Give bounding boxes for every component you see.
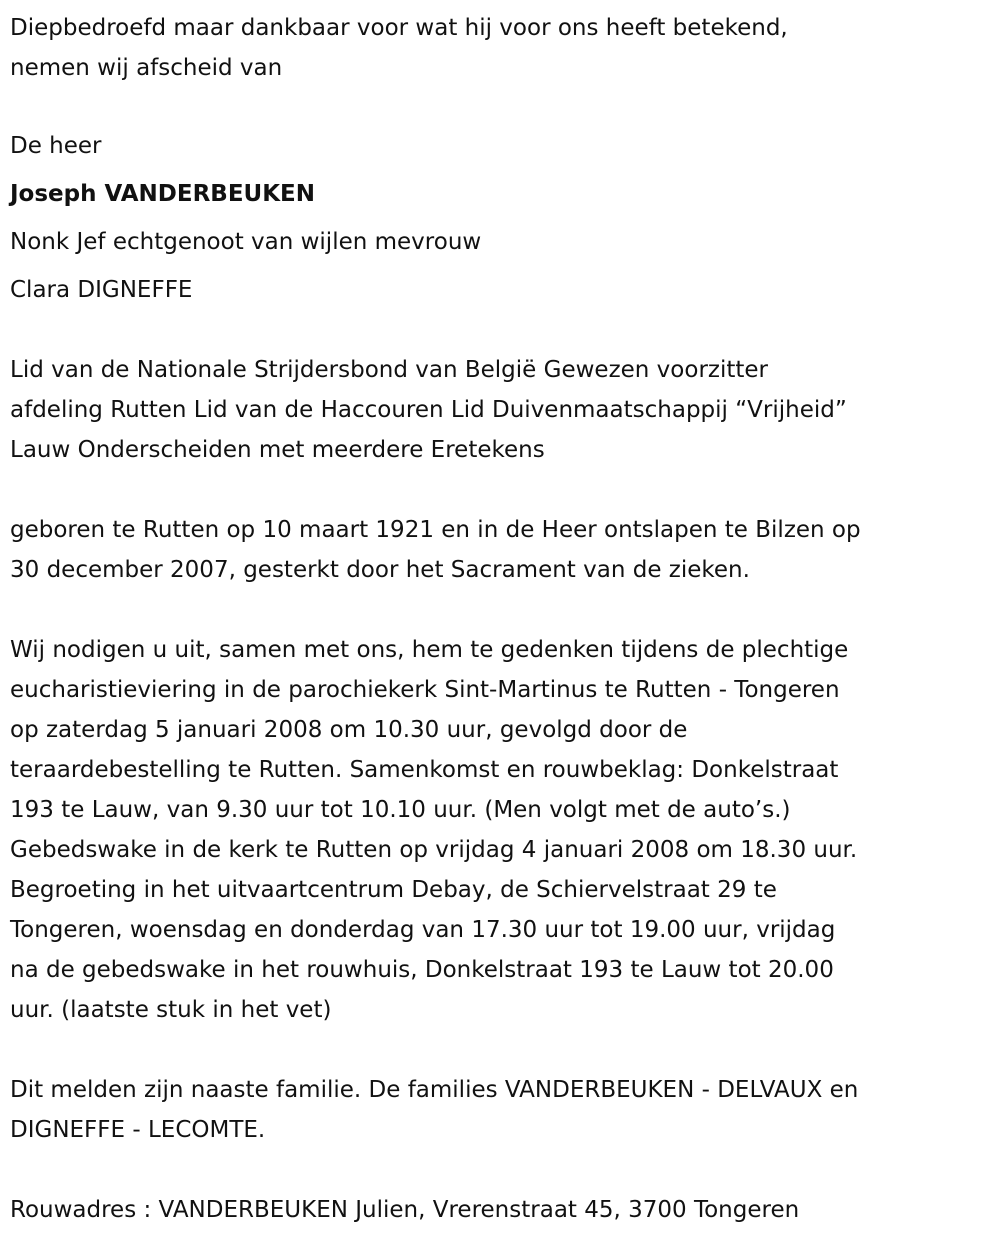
intro-paragraph [10, 8, 1000, 88]
text-line: DIGNEFFE - LECOMTE. [10, 1117, 266, 1143]
text-line: De heer [10, 133, 102, 159]
text-line: Joseph VANDERBEUKEN [10, 181, 315, 207]
text-line: Lid van de Nationale Strijdersbond van België Gewezen voorzitter [10, 357, 769, 383]
text-line: 193 te Lauw, van 9.30 uur tot 10.10 uur. (Men volgt met de auto’s.) [10, 797, 791, 823]
text-line: Nonk Jef echtgenoot van wijlen mevrouw [10, 229, 482, 255]
text-line: uur. (laatste stuk in het vet) [10, 997, 332, 1023]
birth-death-paragraph [10, 510, 1000, 590]
text-line: nemen wij afscheid van [10, 55, 283, 81]
text-line: 30 december 2007, gesterkt door het Sacrament van de zieken. [10, 557, 750, 583]
family-paragraph [10, 1070, 1000, 1150]
text-line: op zaterdag 5 januari 2008 om 10.30 uur, gevolgd door de [10, 717, 688, 743]
text-line: Begroeting in het uitvaartcentrum Debay, de Schiervelstraat 29 te [10, 877, 777, 903]
text-line: Gebedswake in de kerk te Rutten op vrijdag 4 januari 2008 om 18.30 uur. [10, 837, 858, 863]
text-line: Rouwadres : VANDERBEUKEN Julien, Vrerenstraat 45, 3700 Tongeren [10, 1197, 800, 1223]
text-line: afdeling Rutten Lid van de Haccouren Lid Duivenmaatschappij “Vrijheid” [10, 397, 847, 423]
mourning-address [10, 1190, 1000, 1230]
text-line: teraardebestelling te Rutten. Samenkomst en rouwbeklag: Donkelstraat [10, 757, 839, 783]
deceased-name [10, 174, 1000, 214]
invitation-paragraph [10, 630, 1000, 1030]
salutation [10, 126, 1000, 166]
text-line: Dit melden zijn naaste familie. De families VANDERBEUKEN - DELVAUX en [10, 1077, 859, 1103]
memberships-paragraph [10, 350, 1000, 470]
text-line: Diepbedroefd maar dankbaar voor wat hij voor ons heeft betekend, [10, 15, 788, 41]
text-line: geboren te Rutten op 10 maart 1921 en in de Heer ontslapen te Bilzen op [10, 517, 861, 543]
text-line: Wij nodigen u uit, samen met ons, hem te gedenken tijdens de plechtige [10, 637, 849, 663]
relation [10, 222, 1000, 310]
text-line: Lauw Onderscheiden met meerdere Eretekens [10, 437, 545, 463]
text-line: Tongeren, woensdag en donderdag van 17.30 uur tot 19.00 uur, vrijdag [10, 917, 836, 943]
text-line: na de gebedswake in het rouwhuis, Donkelstraat 193 te Lauw tot 20.00 [10, 957, 834, 983]
text-line: eucharistieviering in de parochiekerk Sint-Martinus te Rutten - Tongeren [10, 677, 840, 703]
text-line: Clara DIGNEFFE [10, 277, 193, 303]
